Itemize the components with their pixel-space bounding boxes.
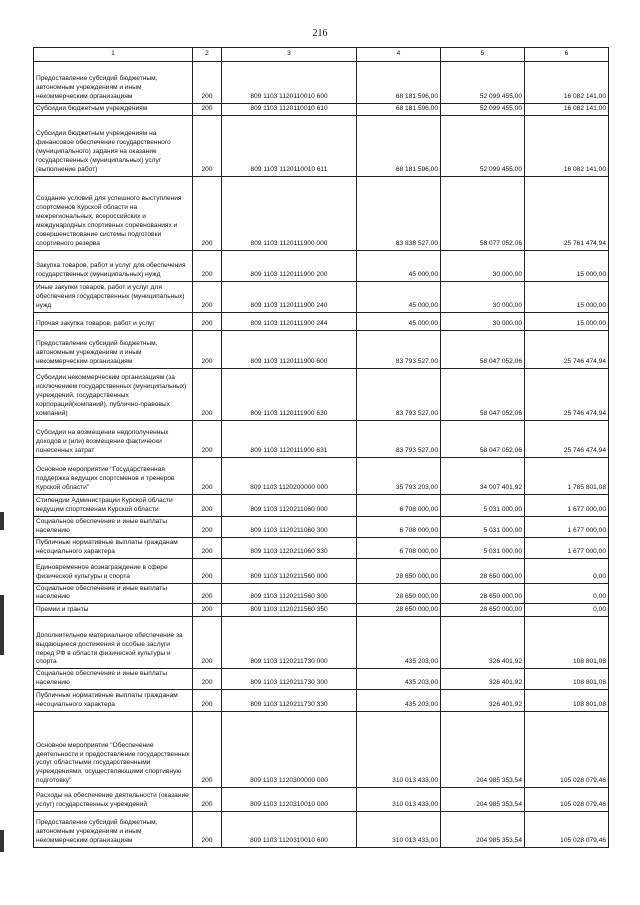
table-row bbox=[34, 537, 609, 558]
row-approved-amount: 83 793 527,00 bbox=[357, 368, 441, 420]
row-approved-amount: 310 013 433,00 bbox=[357, 812, 441, 848]
column-header: 3 bbox=[222, 48, 357, 62]
row-line-code: 200 bbox=[193, 104, 222, 116]
row-unexecuted-amount: 25 746 474,94 bbox=[525, 330, 609, 368]
row-name: Предоставление субсидий бюджетным, автономным учреждениям и иным некоммерческим организациям bbox=[34, 812, 193, 848]
row-unexecuted-amount: 1 785 801,08 bbox=[525, 457, 609, 494]
row-unexecuted-amount: 0,00 bbox=[525, 604, 609, 617]
row-budget-code: 809 1103 1120111900 630 bbox=[222, 368, 357, 420]
table-row bbox=[34, 617, 609, 669]
row-approved-amount: 6 708 000,00 bbox=[357, 494, 441, 516]
row-budget-code: 809 1103 1120110010 610 bbox=[222, 104, 357, 116]
row-budget-code: 809 1103 1120211060 300 bbox=[222, 516, 357, 537]
row-name: Публичные нормативные выплаты гражданам несоциального характера bbox=[34, 537, 193, 558]
row-line-code: 200 bbox=[193, 368, 222, 420]
row-name: Создание условий для успешного выступления спортсменов Курской области на межрегиональных, всероссийских и международных спортивных соревнованиях и совершенствование системы подготовки спортивного резерва bbox=[34, 176, 193, 250]
table-row bbox=[34, 712, 609, 788]
table-row bbox=[34, 604, 609, 617]
column-header: 4 bbox=[357, 48, 441, 62]
row-name: Расходы на обеспечение деятельности (оказание услуг) государственных учреждений bbox=[34, 788, 193, 812]
row-budget-code: 809 1103 1120111900 200 bbox=[222, 250, 357, 281]
row-executed-amount: 204 985 353,54 bbox=[441, 812, 525, 848]
row-unexecuted-amount: 105 028 079,46 bbox=[525, 812, 609, 848]
row-executed-amount: 28 650 000,00 bbox=[441, 558, 525, 583]
row-approved-amount: 83 793 527,00 bbox=[357, 420, 441, 457]
row-executed-amount: 30 000,00 bbox=[441, 250, 525, 281]
row-executed-amount: 52 099 455,00 bbox=[441, 115, 525, 176]
row-name: Субсидии на возмещение недополученных доходов и (или) возмещение фактически понесенных затрат bbox=[34, 420, 193, 457]
row-line-code: 200 bbox=[193, 250, 222, 281]
table-header-row bbox=[34, 48, 609, 62]
row-name: Закупка товаров, работ и услуг для обеспечения государственных (муниципальных) нужд bbox=[34, 250, 193, 281]
row-budget-code: 809 1103 1120200000 000 bbox=[222, 457, 357, 494]
row-line-code: 200 bbox=[193, 617, 222, 669]
table-row bbox=[34, 176, 609, 250]
row-line-code: 200 bbox=[193, 537, 222, 558]
row-approved-amount: 45 000,00 bbox=[357, 281, 441, 312]
row-approved-amount: 28 650 000,00 bbox=[357, 583, 441, 604]
row-approved-amount: 68 181 596,00 bbox=[357, 104, 441, 116]
table-row bbox=[34, 516, 609, 537]
row-name: Публичные нормативные выплаты гражданам несоциального характера bbox=[34, 690, 193, 712]
row-line-code: 200 bbox=[193, 330, 222, 368]
row-line-code: 200 bbox=[193, 712, 222, 788]
row-name: Социальное обеспечение и иные выплаты населению bbox=[34, 669, 193, 690]
row-line-code: 200 bbox=[193, 281, 222, 312]
row-line-code: 200 bbox=[193, 494, 222, 516]
row-executed-amount: 28 650 000,00 bbox=[441, 604, 525, 617]
row-approved-amount: 435 203,00 bbox=[357, 617, 441, 669]
table-row bbox=[34, 104, 609, 116]
row-name: Основное мероприятие "Государственная поддержка ведущих спортсменов и тренеров Курской области" bbox=[34, 457, 193, 494]
table-row bbox=[34, 788, 609, 812]
table-row bbox=[34, 281, 609, 312]
row-name: Социальное обеспечение и иные выплаты населению bbox=[34, 516, 193, 537]
row-executed-amount: 58 047 052,06 bbox=[441, 330, 525, 368]
table-row bbox=[34, 690, 609, 712]
row-executed-amount: 326 401,92 bbox=[441, 690, 525, 712]
row-unexecuted-amount: 25 746 474,94 bbox=[525, 368, 609, 420]
table-row bbox=[34, 669, 609, 690]
row-budget-code: 809 1103 1120211730 330 bbox=[222, 690, 357, 712]
table-row bbox=[34, 62, 609, 104]
row-unexecuted-amount: 108 801,08 bbox=[525, 690, 609, 712]
row-name: Социальное обеспечение и иные выплаты населению bbox=[34, 583, 193, 604]
row-name: Премии и гранты bbox=[34, 604, 193, 617]
row-name: Субсидии бюджетным учреждениям на финансовое обеспечение государственного (муниципального) задания на оказание государственных (муниципальных) услуг (выполнение работ) bbox=[34, 115, 193, 176]
row-unexecuted-amount: 15 000,00 bbox=[525, 250, 609, 281]
row-executed-amount: 58 047 052,06 bbox=[441, 420, 525, 457]
row-budget-code: 809 1103 1120211730 300 bbox=[222, 669, 357, 690]
row-budget-code: 809 1103 1120211560 350 bbox=[222, 604, 357, 617]
row-approved-amount: 310 013 433,00 bbox=[357, 712, 441, 788]
row-name: Предоставление субсидий бюджетным, автономным учреждениям и иным некоммерческим организациям bbox=[34, 62, 193, 104]
scan-edge-mark bbox=[0, 830, 4, 852]
row-executed-amount: 34 007 401,92 bbox=[441, 457, 525, 494]
row-budget-code: 809 1103 1120111900 240 bbox=[222, 281, 357, 312]
row-line-code: 200 bbox=[193, 788, 222, 812]
row-budget-code: 809 1103 1120111900 000 bbox=[222, 176, 357, 250]
row-unexecuted-amount: 105 028 079,46 bbox=[525, 788, 609, 812]
row-executed-amount: 52 099 455,00 bbox=[441, 62, 525, 104]
row-unexecuted-amount: 25 746 474,94 bbox=[525, 420, 609, 457]
row-unexecuted-amount: 1 677 000,00 bbox=[525, 537, 609, 558]
row-unexecuted-amount: 25 761 474,94 bbox=[525, 176, 609, 250]
row-name: Единовременное вознаграждение в сфере физической культуры и спорта bbox=[34, 558, 193, 583]
row-budget-code: 809 1103 1120110010 600 bbox=[222, 62, 357, 104]
row-approved-amount: 28 650 000,00 bbox=[357, 558, 441, 583]
row-approved-amount: 6 708 000,00 bbox=[357, 537, 441, 558]
row-unexecuted-amount: 105 028 079,46 bbox=[525, 712, 609, 788]
row-line-code: 200 bbox=[193, 312, 222, 330]
row-budget-code: 809 1103 1120211060 000 bbox=[222, 494, 357, 516]
row-line-code: 200 bbox=[193, 812, 222, 848]
column-header: 1 bbox=[34, 48, 193, 62]
row-approved-amount: 435 203,00 bbox=[357, 690, 441, 712]
row-line-code: 200 bbox=[193, 420, 222, 457]
table-row bbox=[34, 250, 609, 281]
row-executed-amount: 52 099 455,00 bbox=[441, 104, 525, 116]
row-line-code: 200 bbox=[193, 62, 222, 104]
table-row bbox=[34, 494, 609, 516]
row-budget-code: 809 1103 1120300000 000 bbox=[222, 712, 357, 788]
table-row bbox=[34, 558, 609, 583]
row-name: Дополнительное материальное обеспечение за выдающиеся достижения и особые заслуги перед РФ в области физической культуры и спорта bbox=[34, 617, 193, 669]
row-approved-amount: 35 793 203,00 bbox=[357, 457, 441, 494]
row-unexecuted-amount: 16 082 141,00 bbox=[525, 62, 609, 104]
row-approved-amount: 6 708 000,00 bbox=[357, 516, 441, 537]
row-approved-amount: 45 000,00 bbox=[357, 312, 441, 330]
row-approved-amount: 28 650 000,00 bbox=[357, 604, 441, 617]
row-line-code: 200 bbox=[193, 604, 222, 617]
column-header: 6 bbox=[525, 48, 609, 62]
row-unexecuted-amount: 15 000,00 bbox=[525, 281, 609, 312]
row-executed-amount: 326 401,92 bbox=[441, 669, 525, 690]
row-executed-amount: 5 031 000,00 bbox=[441, 537, 525, 558]
row-unexecuted-amount: 108 801,08 bbox=[525, 669, 609, 690]
row-name: Прочая закупка товаров, работ и услуг bbox=[34, 312, 193, 330]
scan-edge-mark bbox=[0, 512, 4, 530]
row-executed-amount: 5 031 000,00 bbox=[441, 494, 525, 516]
row-executed-amount: 204 985 353,54 bbox=[441, 788, 525, 812]
row-line-code: 200 bbox=[193, 669, 222, 690]
row-line-code: 200 bbox=[193, 115, 222, 176]
row-name: Субсидии некоммерческим организациям (за исключением государственных (муниципальных) учреждений, государственных корпораций(компаний), публично-правовых компаний) bbox=[34, 368, 193, 420]
row-approved-amount: 310 013 433,00 bbox=[357, 788, 441, 812]
table-row bbox=[34, 368, 609, 420]
row-executed-amount: 326 401,92 bbox=[441, 617, 525, 669]
row-line-code: 200 bbox=[193, 457, 222, 494]
row-name: Предоставление субсидий бюджетным, автономным учреждениям и иным некоммерческим организациям bbox=[34, 330, 193, 368]
row-unexecuted-amount: 1 677 000,00 bbox=[525, 516, 609, 537]
table-body bbox=[34, 62, 609, 848]
row-approved-amount: 68 181 596,00 bbox=[357, 115, 441, 176]
row-unexecuted-amount: 16 082 141,00 bbox=[525, 115, 609, 176]
table-row bbox=[34, 420, 609, 457]
row-unexecuted-amount: 16 082 141,00 bbox=[525, 104, 609, 116]
row-budget-code: 809 1103 1120211730 000 bbox=[222, 617, 357, 669]
row-executed-amount: 204 985 353,54 bbox=[441, 712, 525, 788]
row-budget-code: 809 1103 1120111900 631 bbox=[222, 420, 357, 457]
row-line-code: 200 bbox=[193, 516, 222, 537]
row-executed-amount: 58 047 052,06 bbox=[441, 368, 525, 420]
row-budget-code: 809 1103 1120111900 244 bbox=[222, 312, 357, 330]
row-approved-amount: 83 793 527,00 bbox=[357, 330, 441, 368]
row-executed-amount: 30 000,00 bbox=[441, 281, 525, 312]
row-budget-code: 809 1103 1120110010 611 bbox=[222, 115, 357, 176]
row-approved-amount: 68 181 596,00 bbox=[357, 62, 441, 104]
row-name: Стипендии Администрации Курской области ведущим спортсменам Курской области bbox=[34, 494, 193, 516]
row-line-code: 200 bbox=[193, 176, 222, 250]
row-budget-code: 809 1103 1120111900 600 bbox=[222, 330, 357, 368]
page-number: 216 bbox=[312, 28, 328, 39]
table-row bbox=[34, 583, 609, 604]
row-line-code: 200 bbox=[193, 558, 222, 583]
row-executed-amount: 58 077 052,06 bbox=[441, 176, 525, 250]
row-name: Иные закупки товаров, работ и услуг для обеспечения государственных (муниципальных) нужд bbox=[34, 281, 193, 312]
row-budget-code: 809 1103 1120310010 600 bbox=[222, 812, 357, 848]
budget-table bbox=[33, 47, 609, 848]
table-row bbox=[34, 457, 609, 494]
column-header: 2 bbox=[193, 48, 222, 62]
row-name: Субсидии бюджетным учреждениям bbox=[34, 104, 193, 116]
table-row bbox=[34, 330, 609, 368]
row-budget-code: 809 1103 1120310010 000 bbox=[222, 788, 357, 812]
row-unexecuted-amount: 15 000,00 bbox=[525, 312, 609, 330]
row-unexecuted-amount: 0,00 bbox=[525, 583, 609, 604]
row-line-code: 200 bbox=[193, 583, 222, 604]
column-header: 5 bbox=[441, 48, 525, 62]
row-approved-amount: 45 000,00 bbox=[357, 250, 441, 281]
row-line-code: 200 bbox=[193, 690, 222, 712]
row-budget-code: 809 1103 1120211560 000 bbox=[222, 558, 357, 583]
table-row bbox=[34, 812, 609, 848]
row-unexecuted-amount: 1 677 000,00 bbox=[525, 494, 609, 516]
row-executed-amount: 30 000,00 bbox=[441, 312, 525, 330]
row-unexecuted-amount: 0,00 bbox=[525, 558, 609, 583]
row-approved-amount: 83 838 527,00 bbox=[357, 176, 441, 250]
table-row bbox=[34, 115, 609, 176]
row-approved-amount: 435 203,00 bbox=[357, 669, 441, 690]
scan-edge-mark bbox=[0, 595, 4, 655]
row-budget-code: 809 1103 1120211560 300 bbox=[222, 583, 357, 604]
row-budget-code: 809 1103 1120211060 330 bbox=[222, 537, 357, 558]
row-executed-amount: 28 650 000,00 bbox=[441, 583, 525, 604]
row-executed-amount: 5 031 000,00 bbox=[441, 516, 525, 537]
row-name: Основное мероприятие "Обеспечение деятельности и предоставление государственных услуг областными государственными учреждениями, осуществляющими спортивную подготовку" bbox=[34, 712, 193, 788]
row-unexecuted-amount: 108 801,08 bbox=[525, 617, 609, 669]
table-row bbox=[34, 312, 609, 330]
